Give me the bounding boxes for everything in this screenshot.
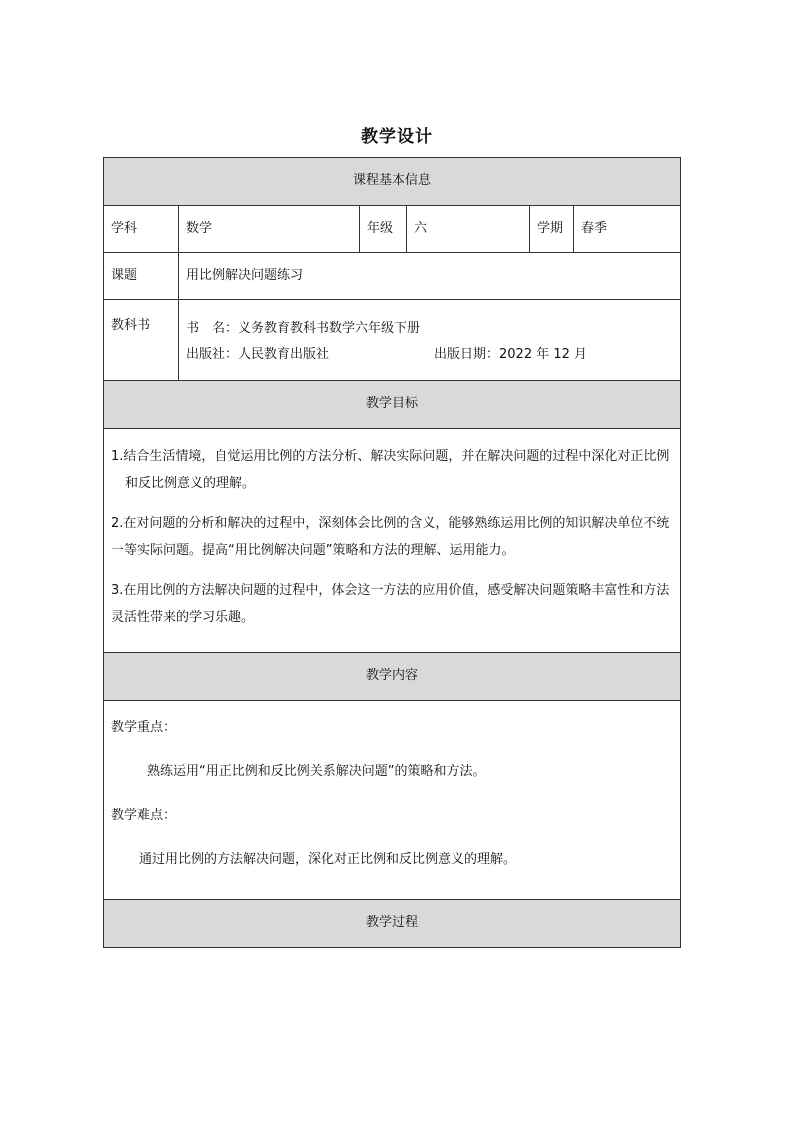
goal-item: 1.结合生活情境，自觉运用比例的方法分析、解决实际问题，并在解决问题的过程中深化对正比例和反比例意义的理解。 [111, 449, 670, 491]
book-name: 书 名：义务教育教科书数学六年级下册 [186, 321, 421, 336]
section-header-process [104, 900, 681, 948]
difficulty-text: 通过用比例的方法解决问题，深化对正比例和反比例意义的理解。 [139, 852, 517, 867]
section-title: 教学目标 [104, 381, 681, 429]
term-label: 学期 [530, 206, 574, 253]
page-title: 教学设计 [361, 127, 433, 147]
key-point-text: 熟练运用“用正比例和反比例关系解决问题”的策略和方法。 [147, 764, 486, 779]
section-header-basic-info [104, 158, 681, 206]
topic-row [104, 253, 681, 300]
section-title: 教学内容 [104, 653, 681, 701]
textbook-info [179, 300, 681, 381]
section-header-goals [104, 381, 681, 429]
section-title: 课程基本信息 [104, 158, 681, 206]
textbook-label: 教科书 [104, 300, 179, 381]
difficulty-label: 教学难点： [111, 808, 177, 823]
grade-label: 年级 [360, 206, 407, 253]
topic-label: 课题 [104, 253, 179, 300]
publish-date: 出版日期：2022 年 12 月 [434, 347, 588, 362]
lesson-plan-table [103, 157, 681, 948]
goal-item: 2.在对问题的分析和解决的过程中，深刻体会比例的含义，能够熟练运用比例的知识解决单位不统一等实际问题。提高“用比例解决问题”策略和方法的理解、运用能力。 [111, 516, 670, 558]
goal-item: 3.在用比例的方法解决问题的过程中，体会这一方法的应用价值，感受解决问题策略丰富性和方法灵活性带来的学习乐趣。 [111, 583, 670, 625]
publisher: 出版社：人民教育出版社 [186, 347, 330, 362]
key-point-label: 教学重点： [111, 720, 177, 735]
content-body [104, 701, 681, 900]
subject-value: 数学 [179, 206, 360, 253]
info-row [104, 206, 681, 253]
content-row [104, 701, 681, 900]
publisher-line [186, 342, 673, 368]
goals-row [104, 429, 681, 653]
section-title: 教学过程 [104, 900, 681, 948]
term-value: 春季 [574, 206, 681, 253]
subject-label: 学科 [104, 206, 179, 253]
topic-value: 用比例解决问题练习 [179, 253, 681, 300]
goals-list [104, 429, 681, 653]
section-header-content [104, 653, 681, 701]
textbook-row [104, 300, 681, 381]
grade-value: 六 [407, 206, 530, 253]
